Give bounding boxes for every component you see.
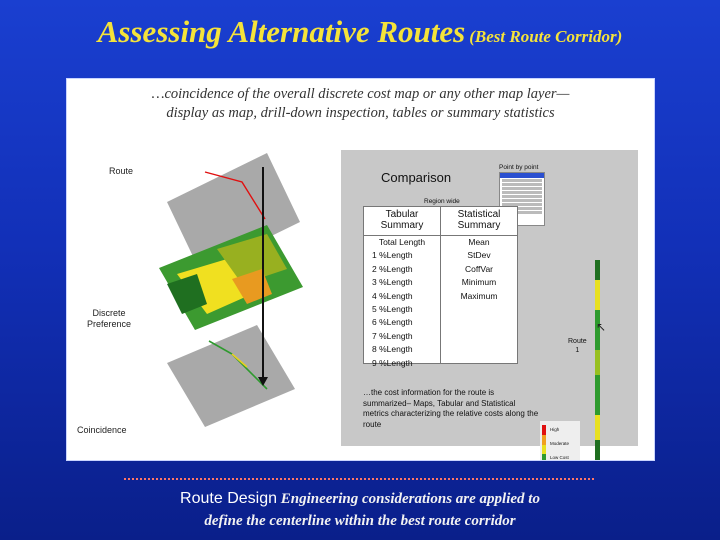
- comparison-title: Comparison: [381, 170, 452, 185]
- pointer-cursor-icon: ↖: [596, 320, 607, 334]
- tabular-cell: 8 %Length: [372, 344, 413, 355]
- tabular-cell: 3 %Length: [372, 277, 413, 288]
- statistical-header-line-2: Summary: [457, 220, 501, 231]
- mini-table-row: [502, 183, 542, 186]
- tabular-header: [364, 207, 440, 236]
- footer-lead: Route Design: [180, 490, 277, 507]
- mini-table-header: [500, 173, 544, 178]
- tabular-cell: 2 %Length: [372, 263, 413, 274]
- caption-line-2: display as map, drill-down inspection, tables or summary statistics: [166, 105, 555, 121]
- label-discrete-preference: [87, 308, 131, 330]
- mini-table-row: [502, 195, 542, 198]
- legend-color-bar: [542, 425, 546, 461]
- route-profile-strip: [595, 260, 600, 461]
- tabular-cell: Total Length: [378, 237, 426, 247]
- stack-arrow-head: [258, 377, 268, 386]
- summary-table: [363, 206, 518, 368]
- tabular-cell: 1 %Length: [372, 250, 413, 261]
- tabular-cell: 9 %Length: [372, 357, 413, 368]
- statistical-cell: StDev: [467, 250, 491, 261]
- footer-divider: [124, 478, 594, 480]
- layer-stack-illustration: [67, 79, 347, 460]
- cost-legend: [540, 421, 580, 461]
- label-coincidence: Coincidence: [77, 425, 127, 435]
- label-discrete-line-2: Preference: [87, 319, 132, 329]
- summary-note: …the cost information for the route is summarized– Maps, Tabular and Statistical metrics characterizing the relative costs along the route: [363, 388, 539, 429]
- stack-arrow-line: [262, 167, 264, 383]
- statistical-cell: Maximum: [460, 290, 498, 301]
- footer-text-line-2: define the centerline within the best route corridor: [204, 513, 516, 529]
- mini-table-row: [502, 191, 542, 194]
- tabular-cell: 6 %Length: [372, 317, 413, 328]
- route-1-label: [568, 337, 587, 355]
- point-by-point-label: Point by point: [499, 164, 539, 171]
- legend-high: High: [550, 427, 560, 432]
- figure-panel: [66, 78, 655, 461]
- statistical-cell: CoffVar: [464, 263, 494, 274]
- footer-line-1: [0, 488, 720, 510]
- tabular-cell: 7 %Length: [372, 330, 413, 341]
- statistical-cell: Minimum: [461, 277, 497, 288]
- coincidence-layer: [167, 325, 295, 427]
- comparison-box: [341, 150, 638, 460]
- tabular-cell: 5 %Length: [372, 303, 413, 314]
- statistical-column: [441, 207, 517, 303]
- title-sub: (Best Route Corridor): [469, 27, 623, 46]
- label-discrete-line-1: Discrete: [92, 308, 126, 318]
- region-wide-label: Region wide: [424, 198, 460, 205]
- label-route: Route: [109, 166, 134, 176]
- tabular-column: [364, 207, 440, 370]
- slide-title: [0, 14, 720, 50]
- mini-table-row: [502, 199, 542, 202]
- legend-low-cost: Low Cost: [550, 455, 569, 460]
- mini-table-row: [502, 179, 542, 182]
- statistical-cell: Mean: [468, 237, 490, 247]
- legend-moderate: Moderate: [550, 441, 570, 446]
- tabular-header-line-1: Tabular: [385, 209, 419, 220]
- route-label-line-1: Route: [568, 338, 587, 345]
- caption-line-1: …coincidence of the overall discrete cost map or any other map layer—: [151, 86, 570, 102]
- title-main: Assessing Alternative Routes: [97, 14, 466, 49]
- statistical-header: [441, 207, 517, 236]
- mini-table-row: [502, 187, 542, 190]
- tabular-header-line-2: Summary: [380, 220, 424, 231]
- tabular-cell: 4 %Length: [372, 290, 413, 301]
- footer-text-line-1: Engineering considerations are applied to: [277, 491, 540, 507]
- footer-text: [0, 488, 720, 532]
- route-label-line-2: 1: [575, 347, 580, 354]
- statistical-header-line-1: Statistical: [457, 209, 501, 220]
